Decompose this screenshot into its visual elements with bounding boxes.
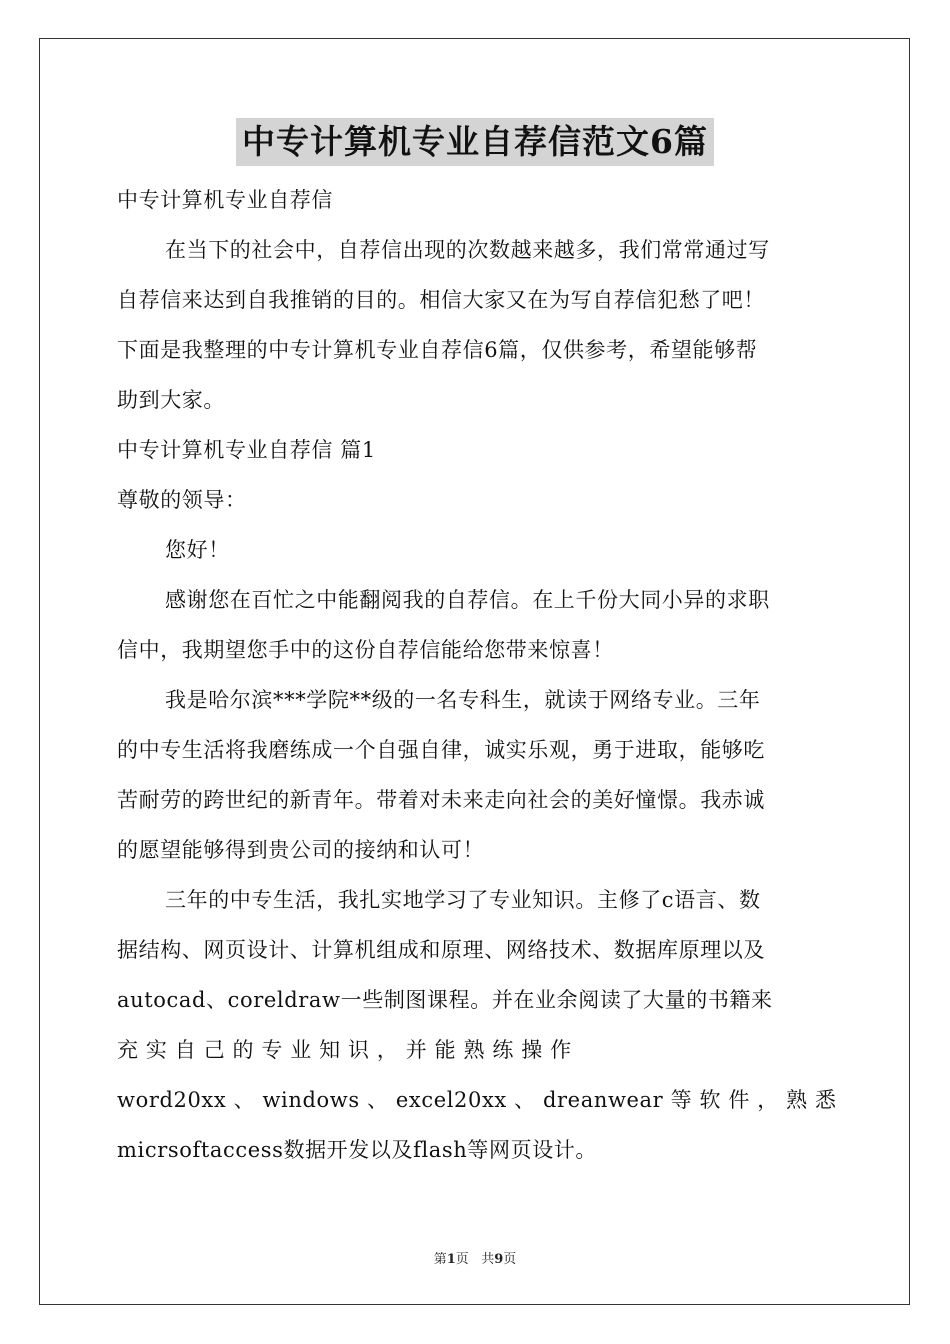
paragraph-line: 下面是我整理的中专计算机专业自荐信6篇，仅供参考，希望能够帮 [117,338,758,362]
paragraph-line: 据结构、网页设计、计算机组成和原理、网络技术、数据库原理以及 [117,938,765,962]
paragraph-line: word20xx 、 windows 、 excel20xx 、 dreanwear 等 软 件 ， 熟 悉 [117,1088,837,1112]
page-number: 1 [446,1252,456,1267]
page-prefix: 第 [433,1252,447,1267]
document-body [117,175,837,1175]
title-container [0,118,950,166]
paragraph-line: 的中专生活将我磨练成一个自强自律，诚实乐观，勇于进取，能够吃 [117,738,765,762]
greeting: 您好！ [165,538,230,562]
page-suffix: 页 [455,1252,469,1267]
paragraph-line: 助到大家。 [117,388,225,412]
section-heading: 中专计算机专业自荐信 篇1 [117,438,376,462]
document-title: 中专计算机专业自荐信范文6篇 [236,118,714,166]
paragraph-line: 的愿望能够得到贵公司的接纳和认可！ [117,838,485,862]
paragraph-line: 感谢您在百忙之中能翻阅我的自荐信。在上千份大同小异的求职 [165,588,770,612]
total-suffix: 页 [503,1252,517,1267]
paragraph-line: 我是哈尔滨***学院**级的一名专科生，就读于网络专业。三年 [165,688,761,712]
paragraph-line: 在当下的社会中，自荐信出现的次数越来越多，我们常常通过写 [165,238,770,262]
section-heading: 中专计算机专业自荐信 [117,188,333,212]
total-pages: 9 [494,1252,504,1267]
paragraph-line: 自荐信来达到自我推销的目的。相信大家又在为写自荐信犯愁了吧！ [117,288,765,312]
paragraph-line: micrsoftaccess数据开发以及flash等网页设计。 [117,1138,597,1162]
paragraph-line: 苦耐劳的跨世纪的新青年。带着对未来走向社会的美好憧憬。我赤诚 [117,788,765,812]
paragraph-line: 充 实 自 己 的 专 业 知 识 ， 并 能 熟 练 操 作 [117,1038,572,1062]
paragraph-line: 三年的中专生活，我扎实地学习了专业知识。主修了c语言、数 [165,888,761,912]
paragraph-line: autocad、coreldraw一些制图课程。并在业余阅读了大量的书籍来 [117,988,773,1012]
page-footer [0,1248,950,1267]
paragraph-line: 信中，我期望您手中的这份自荐信能给您带来惊喜！ [117,638,614,662]
total-prefix: 共 [481,1252,495,1267]
salutation: 尊敬的领导： [117,488,247,512]
